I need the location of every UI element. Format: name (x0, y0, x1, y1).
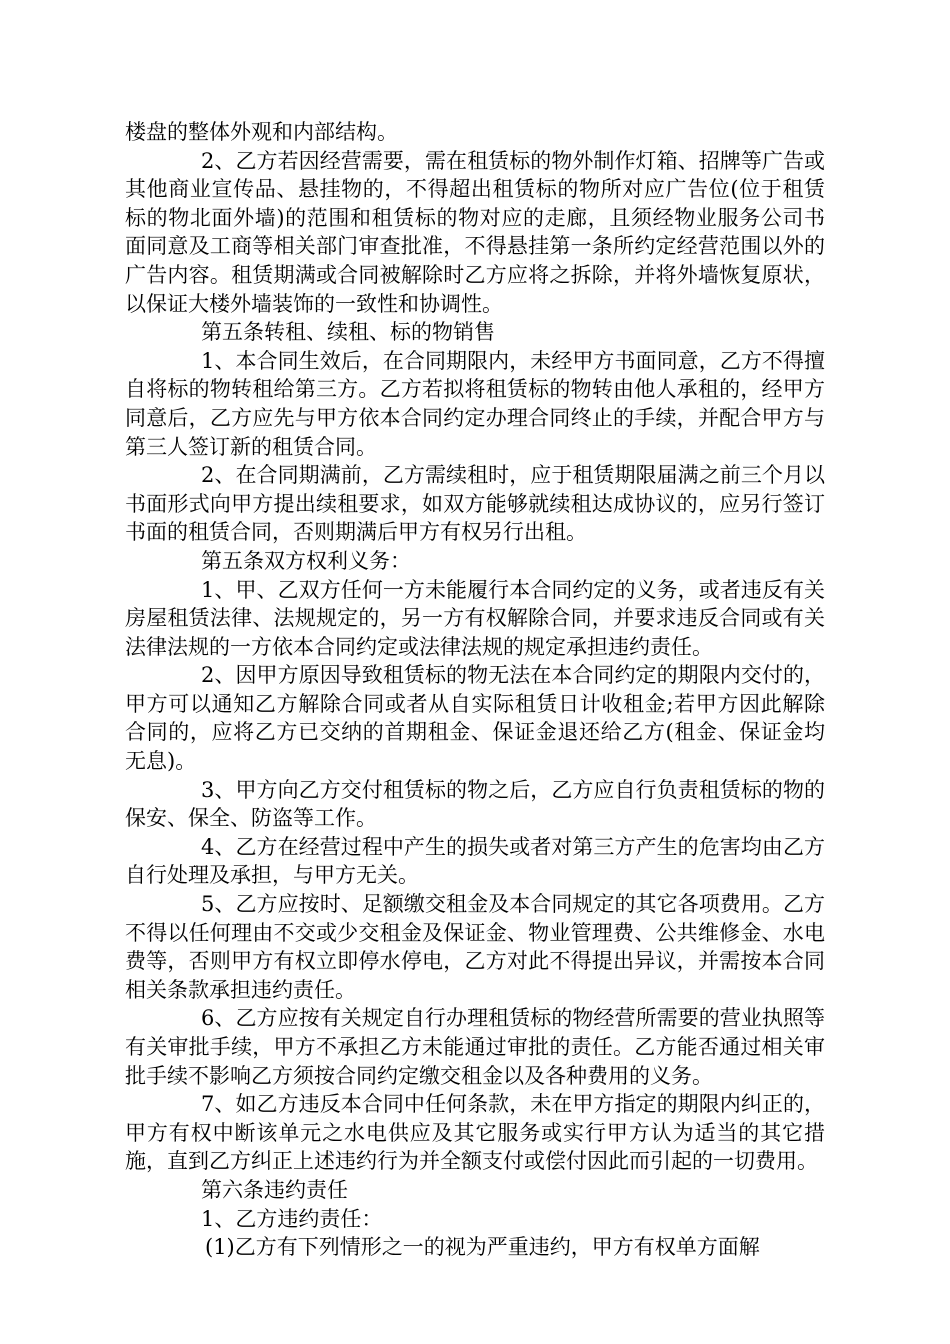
paragraph-obligation-5: 5、乙方应按时、足额缴交租金及本合同规定的其它各项费用。乙方不得以任何理由不交或少交租金及保证金、物业管理费、公共维修金、水电费等，否则甲方有权立即停水停电，乙方对此不得提出异议，并需按本合同相关条款承担违约责任。 (125, 892, 825, 1002)
paragraph-advertising-clause: 2、乙方若因经营需要，需在租赁标的物外制作灯箱、招牌等广告或其他商业宣传品、悬挂物的，不得超出租赁标的物所对应广告位(位于租赁标的物北面外墙)的范围和租赁标的物对应的走廊，且须经物业服务公司书面同意及工商等相关部门审查批准，不得悬挂第一条所约定经营范围以外的广告内容。租赁期满或合同被解除时乙方应将之拆除，并将外墙恢复原状，以保证大楼外墙装饰的一致性和协调性。 (125, 148, 825, 316)
paragraph-obligation-3: 3、甲方向乙方交付租赁标的物之后，乙方应自行负责租赁标的物的保安、保全、防盗等工作。 (125, 777, 825, 831)
paragraph-obligation-1: 1、甲、乙双方任何一方未能履行本合同约定的义务，或者违反有关房屋租赁法律、法规规定的，另一方有权解除合同，并要求违反合同或有关法律法规的一方依本合同约定或法律法规的规定承担违约责任。 (125, 577, 825, 659)
paragraph-obligation-2: 2、因甲方原因导致租赁标的物无法在本合同约定的期限内交付的，甲方可以通知乙方解除合同或者从自实际租赁日计收租金;若甲方因此解除合同的，应将乙方已交纳的首期租金、保证金退还给乙方(租金、保证金均无息)。 (125, 663, 825, 774)
paragraph-obligation-6: 6、乙方应按有关规定自行办理租赁标的物经营所需要的营业执照等有关审批手续，甲方不承担乙方未能通过审批的责任。乙方能否通过相关审批手续不影响乙方须按合同约定缴交租金以及各种费用的义务。 (125, 1006, 825, 1088)
paragraph-sublease-consent: 1、本合同生效后，在合同期限内，未经甲方书面同意，乙方不得擅自将标的物转租给第三方。乙方若拟将租赁标的物转由他人承租的，经甲方同意后，乙方应先与甲方依本合同约定办理合同终止的手续，并配合甲方与第三人签订新的租赁合同。 (125, 348, 825, 459)
section-heading-sublease: 第五条转租、续租、标的物销售 (201, 320, 495, 345)
document-body (125, 118, 825, 1262)
paragraph-lease-renewal: 2、在合同期满前，乙方需续租时，应于租赁期限届满之前三个月以书面形式向甲方提出续租要求，如双方能够就续租达成协议的，应另行签订书面的租赁合同，否则期满后甲方有权另行出租。 (125, 463, 825, 545)
section-heading-breach-liability: 第六条违约责任 (201, 1177, 348, 1202)
paragraph-serious-breach: (1)乙方有下列情形之一的视为严重违约，甲方有权单方面解 (205, 1235, 760, 1260)
paragraph-continuation: 楼盘的整体外观和内部结构。 (125, 120, 398, 144)
paragraph-obligation-4: 4、乙方在经营过程中产生的损失或者对第三方产生的危害均由乙方自行处理及承担，与甲方无关。 (125, 834, 825, 888)
paragraph-obligation-7: 7、如乙方违反本合同中任何条款，未在甲方指定的期限内纠正的，甲方有权中断该单元之水电供应及其它服务或实行甲方认为适当的其它措施，直到乙方纠正上述违约行为并全额支付或偿付因此而引起的一切费用。 (125, 1092, 825, 1174)
section-heading-rights-obligations: 第五条双方权利义务： (201, 548, 411, 573)
paragraph-party-b-breach: 1、乙方违约责任： (201, 1206, 383, 1231)
